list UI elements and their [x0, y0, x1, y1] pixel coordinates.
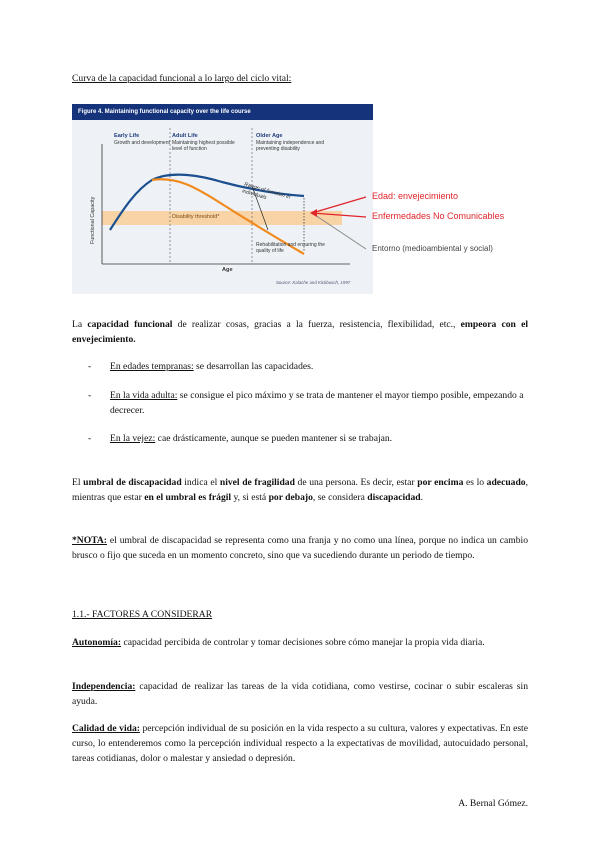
list-item-label: En la vejez: — [110, 433, 156, 444]
threshold-label: Disability threshold* — [172, 214, 220, 220]
text: de una persona. Es decir, estar — [294, 477, 418, 488]
annotation-arrows — [300, 185, 380, 265]
annotation-enfermedades: Enfermedades No Comunicables — [372, 211, 505, 221]
text-bold: adecuado — [486, 477, 526, 488]
definition-text: capacidad percibida de controlar y tomar decisiones sobre cómo manejar la propia vida diaria. — [121, 637, 485, 648]
rehab-label: Rehabilitation and ensuring the quality of life — [256, 242, 325, 255]
text-bold: nivel de fragilidad — [219, 477, 295, 488]
definition-term: Autonomía: — [72, 637, 122, 648]
bullet-dash: - — [88, 361, 92, 372]
annotation-entorno: Entorno (medioambiental y social) — [372, 244, 493, 253]
text-bold: por debajo — [268, 491, 313, 503]
text-bold: umbral de discapacidad — [83, 477, 182, 488]
text-bold: capacidad funcional — [87, 319, 173, 330]
nota-label: *NOTA: — [72, 535, 107, 546]
arrowhead — [310, 209, 317, 217]
definition-text: percepción individual de su posición en la vida respecto a su cultura, valores y expectativas. En este curso, lo entenderemos como la percepción individual respecto a la expectativas de movilidad, autocuidado personal, tareas cotidianas, dolor o malestar y ansiedad o depresión. — [72, 723, 528, 764]
text: y, si está — [231, 491, 269, 503]
definition-calidad — [72, 722, 528, 767]
annotation-edad: Edad: envejecimiento — [372, 191, 459, 201]
phase-older-desc: Maintaining independence and preventing disability — [256, 140, 325, 153]
paragraph-capacidad — [72, 318, 528, 348]
figure-title: Figure 4. Maintaining functional capacity over the life course — [72, 104, 373, 120]
text: es lo — [463, 477, 487, 488]
y-axis-label: Functional Capacity — [90, 196, 96, 244]
phase-adult-label: Adult Life — [172, 133, 198, 139]
text-bold: discapacidad — [367, 491, 421, 503]
text: , se considera — [312, 491, 368, 503]
figure-source: Source: Kalache and Kickbusch, 1997 — [276, 280, 351, 285]
text: . — [420, 491, 423, 503]
phase-early-label: Early Life — [114, 133, 140, 139]
arrow-enfermedades — [312, 213, 366, 217]
list-item-text: se consigue el pico máximo y se trata de mantener el mayor tiempo posible, empezando a decrecer. — [110, 390, 524, 416]
list-item-label: En la vida adulta: — [110, 390, 178, 401]
list-item-label: En edades tempranas: — [110, 361, 194, 372]
text: indica el — [181, 477, 220, 488]
author: A. Bernal Gómez. — [458, 798, 528, 809]
page-heading: Curva de la capacidad funcional a lo largo del ciclo vital: — [72, 73, 292, 84]
text: de realizar cosas, gracias a la fuerza, resistencia, flexibilidad, etc., — [172, 319, 461, 330]
phase-older-label: Older Age — [256, 133, 283, 139]
paragraph-umbral — [72, 476, 528, 506]
text-bold: empeora con el envejecimiento. — [72, 319, 528, 345]
section-title: 1.1.- FACTORES A CONSIDERAR — [72, 609, 213, 620]
definition-independencia — [72, 680, 528, 710]
arrow-edad — [312, 197, 366, 213]
range-label: Range of function in individuals — [241, 181, 292, 201]
text: El — [72, 477, 84, 488]
text-bold: en el umbral es frágil — [144, 491, 232, 503]
text: el umbral de discapacidad se representa como una franja y no como una línea, porque no indica un cambio brusco o fijo que suceda en un momento concreto, sino que va sucediendo durante un periodo de tiempo. — [72, 535, 528, 561]
definition-autonomia — [72, 636, 528, 651]
list-item-text: cae drásticamente, aunque se pueden mantener si se trabajan. — [155, 433, 393, 444]
paragraph-nota — [72, 534, 528, 564]
definition-text: capacidad de realizar las tareas de la vida cotidiana, como vestirse, cocinar o subir escaleras sin ayuda. — [72, 681, 528, 707]
text: , mientras que estar — [72, 477, 528, 503]
definition-term: Calidad de vida: — [72, 723, 140, 734]
bullet-dash: - — [88, 433, 92, 444]
definition-term: Independencia: — [72, 681, 136, 692]
text-bold: por encima — [417, 477, 464, 488]
x-axis-label: Age — [222, 267, 233, 273]
bullet-dash: - — [88, 390, 92, 401]
phase-adult-desc: Maintaining highest possible level of function — [172, 140, 235, 153]
text: La — [72, 319, 88, 330]
arrow-entorno — [312, 213, 366, 249]
phase-early-desc: Growth and development — [114, 140, 170, 146]
list-item-text: se desarrollan las capacidades. — [193, 361, 314, 372]
